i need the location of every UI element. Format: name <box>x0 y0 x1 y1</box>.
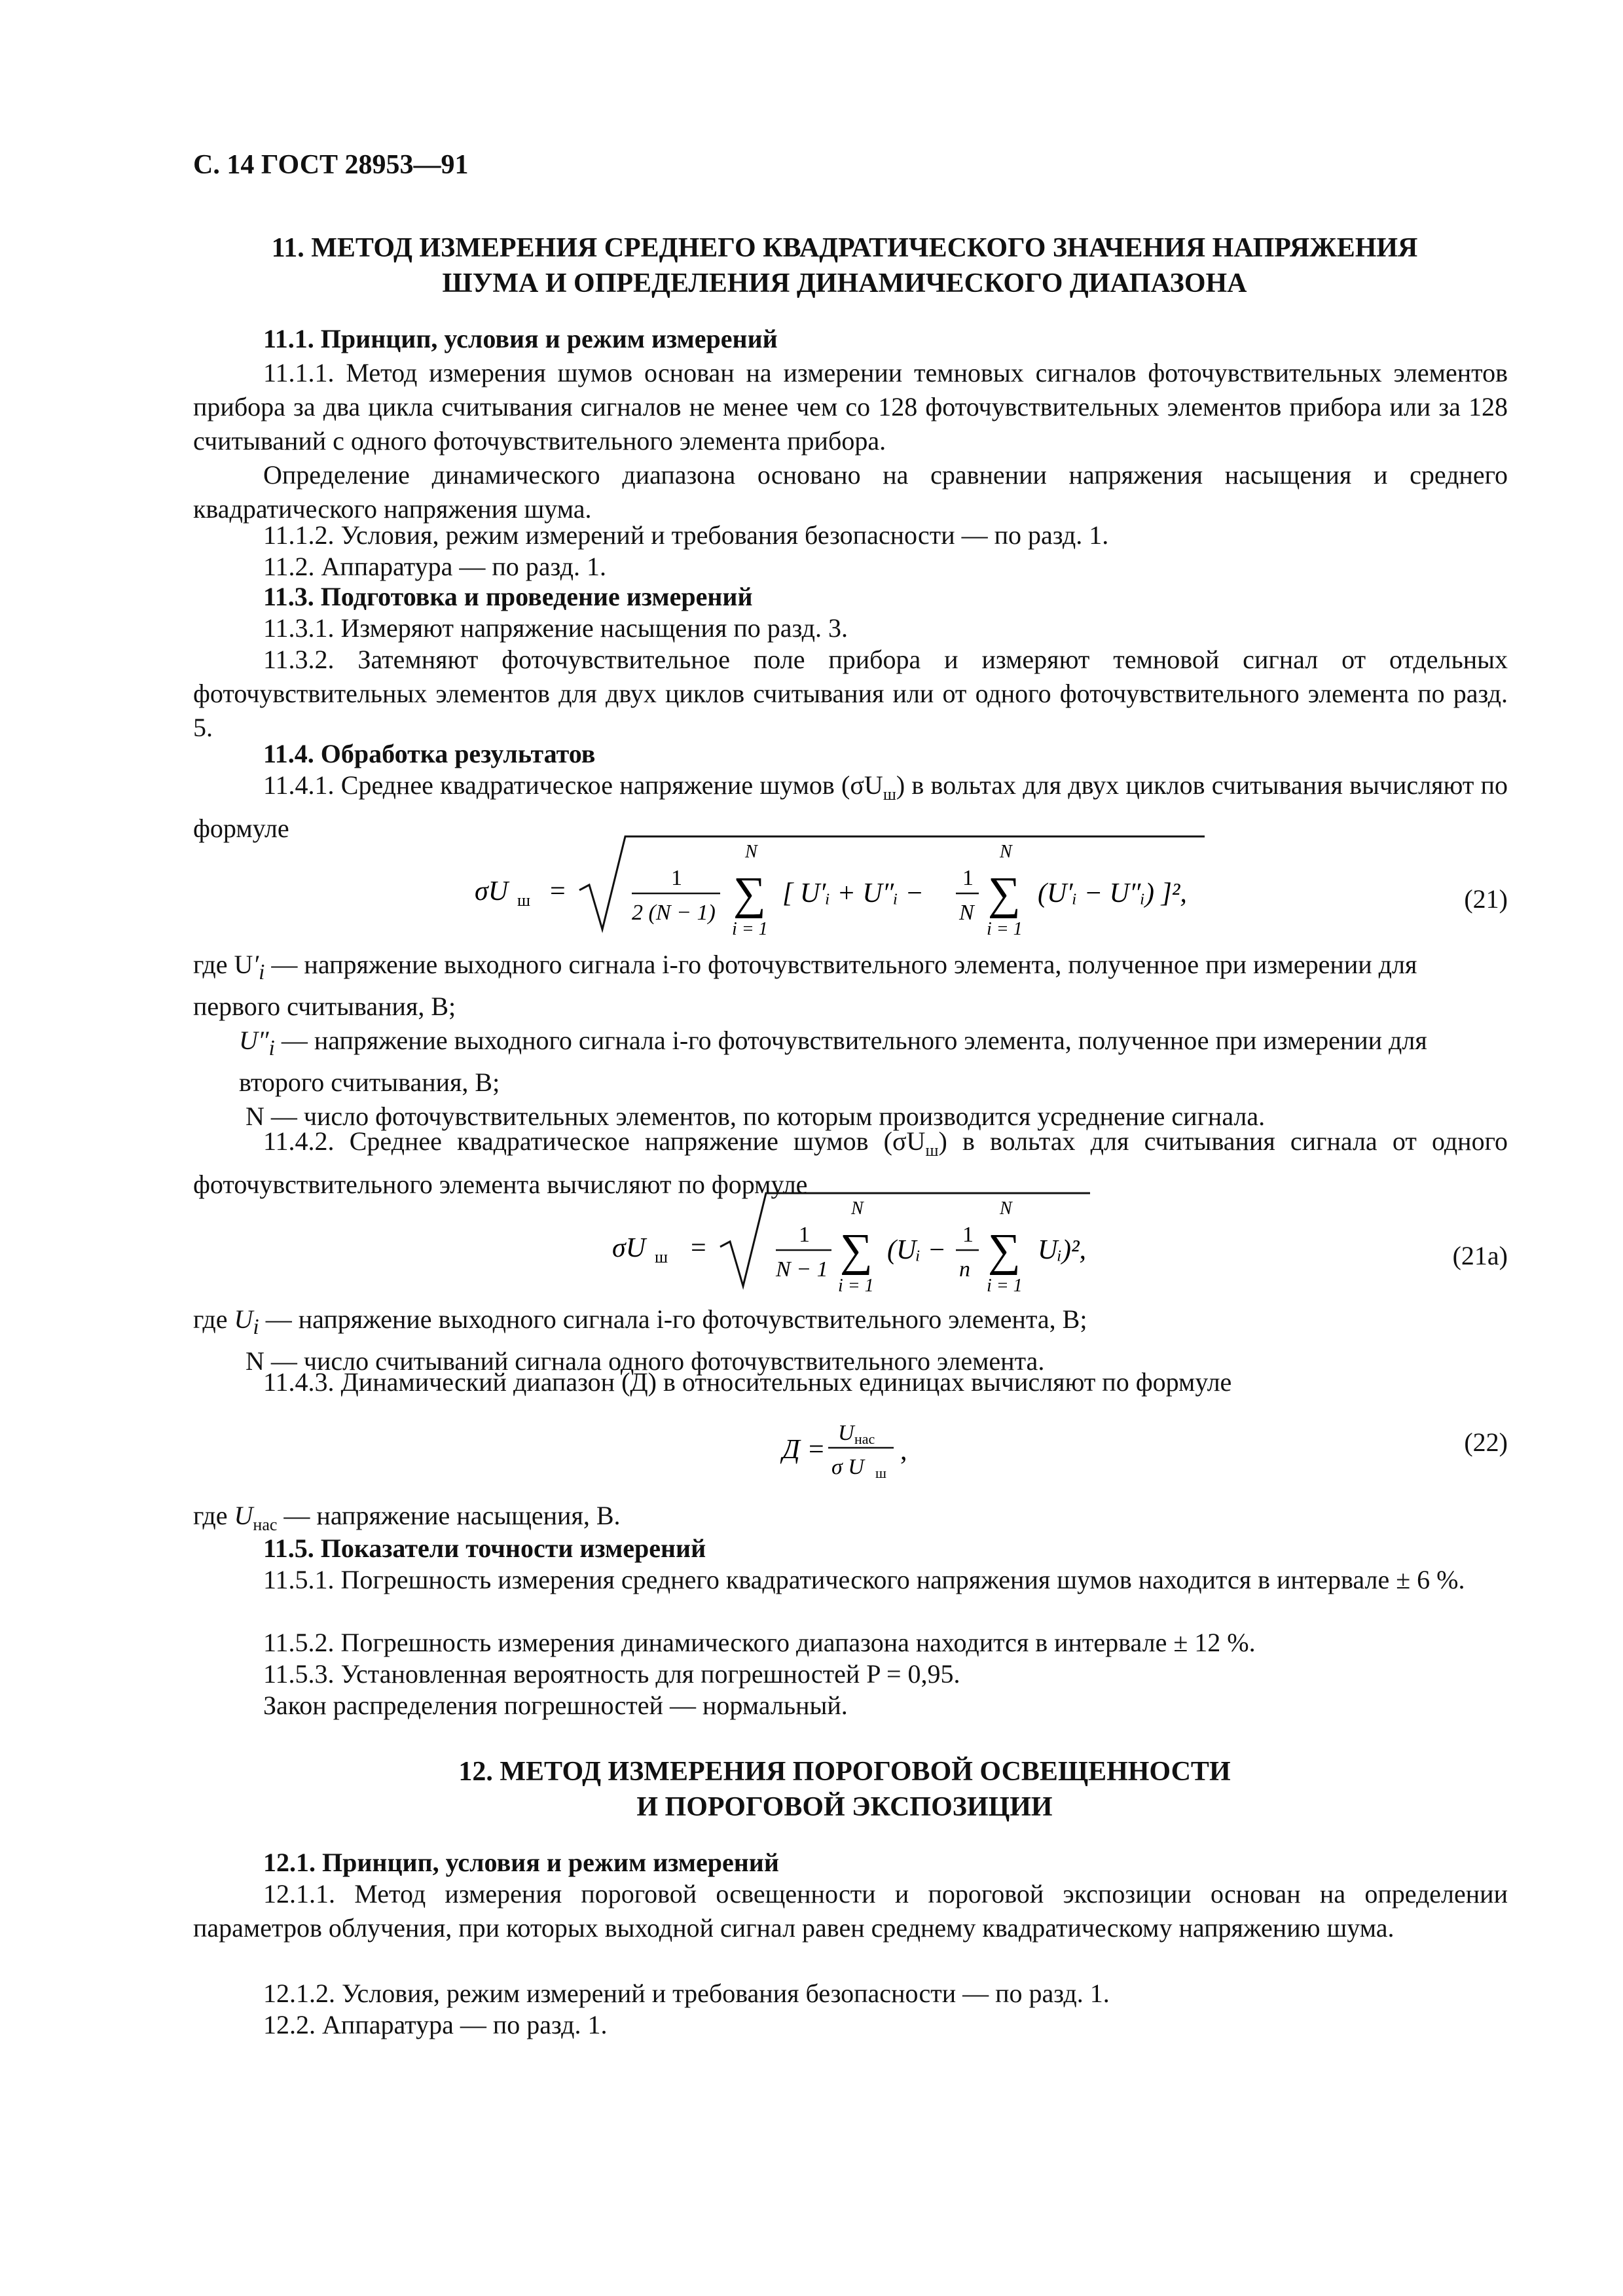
f21a-one2: 1 <box>962 1223 974 1247</box>
para-11-5-2: 11.5.2. Погрешность измерения динамического диапазона находится в интервале ± 12 %. <box>263 1628 1256 1657</box>
f21a-den: N − 1 <box>776 1257 828 1282</box>
f21-body: [ U′ᵢ + U″ᵢ − <box>782 878 924 908</box>
f21a-n-top2: N <box>1000 1198 1012 1219</box>
f21-one2: 1 <box>962 866 974 890</box>
def-21-1: где $U'_i$ — напряжение выходного сигнала i-го фоточувствительного элемента, полученное при измерении для первого считывания, В; <box>193 950 1417 1021</box>
f21a-body2: Uᵢ)², <box>1038 1235 1087 1265</box>
section-12-title-line2: И ПОРОГОВОЙ ЭКСПОЗИЦИИ <box>636 1792 1053 1822</box>
f21-sum2: ∑ <box>988 869 1021 919</box>
section-11-title <box>170 230 1519 301</box>
para-11-1-2: 11.1.2. Условия, режим измерений и требования безопасности — по разд. 1. <box>263 520 1109 550</box>
para-11-3-1: 11.3.1. Измеряют напряжение насыщения по разд. 3. <box>263 613 848 643</box>
section-12-title-line1: 12. МЕТОД ИЗМЕРЕНИЯ ПОРОГОВОЙ ОСВЕЩЕННОСТИ <box>458 1757 1231 1787</box>
para-12-1-1: 12.1.1. Метод измерения пороговой освещенности и пороговой экспозиции основан на определении параметров облучения, при которых выходной сигнал равен среднему квадратическому напряжению шума. <box>193 1879 1508 1943</box>
page-header: С. 14 ГОСТ 28953—91 <box>193 150 469 180</box>
para-law: Закон распределения погрешностей — нормальный. <box>263 1691 848 1720</box>
f21-sub: ш <box>517 891 531 910</box>
f21a-i2: i = 1 <box>987 1276 1023 1296</box>
def-21a-1: где $U_i$ — напряжение выходного сигнала i-го фоточувствительного элемента, В; <box>193 1304 1087 1339</box>
f21-i2: i = 1 <box>987 919 1023 939</box>
f21a-body: (Uᵢ − <box>887 1235 946 1265</box>
f22-d: Д <box>782 1435 800 1465</box>
f21-sum1: ∑ <box>733 869 766 919</box>
f22-u: U <box>838 1421 854 1445</box>
f21-body2: (U′ᵢ − U″ᵢ) ]², <box>1038 878 1187 908</box>
f21-i1: i = 1 <box>732 919 768 939</box>
para-11-3-2: 11.3.2. Затемняют фоточувствительное поле прибора и измеряют темновой сигнал от отдельных фоточувствительных элементов для двух циклов считывания или от одного фоточувствительного элемента по разд. 5. <box>193 645 1508 742</box>
f21a-eq: = <box>691 1233 706 1263</box>
f21-n2: N <box>959 901 974 925</box>
def-21a-2: N — число считываний сигнала одного фоточувствительного элемента. <box>246 1346 1045 1376</box>
eq-number-21: (21) <box>1464 884 1508 914</box>
para-11-4-2: 11.4.2. Среднее квадратическое напряжение шумов $(\sigma U_ш)$ в вольтах для считывания сигнала от одного фоточувствительного элемента вычисляют по формуле <box>193 1126 1508 1199</box>
para-11-1-1: 11.1.1. Метод измерения шумов основан на измерении темновых сигналов фоточувствительных элементов прибора за два цикла считывания сигналов не менее чем со 128 фоточувствительных элементов прибора или за 128 считываний с одного фоточувствительного элемента прибора. <box>193 358 1508 456</box>
eq-number-22: (22) <box>1464 1427 1508 1457</box>
f22-sh: ш <box>875 1465 886 1481</box>
f22-comma: , <box>900 1436 907 1466</box>
para-11-5-1: 11.5.1. Погрешность измерения среднего квадратического напряжения шумов находится в интервале ± 6 %. <box>263 1565 1465 1594</box>
f21-sigma-u: σU <box>475 876 509 906</box>
para-11-4-1: 11.4.1. Среднее квадратическое напряжение шумов $(\sigma U_ш)$ в вольтах для двух циклов считывания вычисляют по формуле <box>193 770 1508 843</box>
para-11-4-3: 11.4.3. Динамический диапазон (Д) в относительных единицах вычисляют по формуле <box>263 1367 1232 1397</box>
formula-22 <box>193 1407 1508 1492</box>
para-11-2: 11.2. Аппаратура — по разд. 1. <box>263 552 606 581</box>
heading-11-5: 11.5. Показатели точности измерений <box>263 1534 706 1563</box>
def-22: где $U_{нас}$ — напряжение насыщения, В. <box>193 1501 621 1534</box>
section-11-title-line1: 11. МЕТОД ИЗМЕРЕНИЯ СРЕДНЕГО КВАДРАТИЧЕСКОГО ЗНАЧЕНИЯ НАПРЯЖЕНИЯ <box>271 233 1418 263</box>
f22-nas: нас <box>854 1431 875 1447</box>
heading-12-1: 12.1. Принцип, условия и режим измерений <box>263 1848 779 1877</box>
f21a-sum1: ∑ <box>840 1225 873 1276</box>
f21a-one: 1 <box>799 1223 810 1247</box>
para-12-2: 12.2. Аппаратура — по разд. 1. <box>263 2010 608 2039</box>
para-dynamic-range: Определение динамического диапазона основано на сравнении напряжения насыщения и среднего квадратического напряжения шума. <box>193 460 1508 524</box>
formula-21a-svg <box>193 1188 1508 1299</box>
formula-21-svg <box>193 831 1508 942</box>
heading-11-4: 11.4. Обработка результатов <box>263 739 596 768</box>
heading-11-1: 11.1. Принцип, условия и режим измерений <box>263 324 778 353</box>
para-11-5-3: 11.5.3. Установленная вероятность для погрешностей P = 0,95. <box>263 1659 960 1689</box>
f21a-i1: i = 1 <box>838 1276 874 1296</box>
f22-eq: = <box>809 1435 824 1465</box>
f21a-n-top: N <box>851 1198 864 1219</box>
heading-11-3: 11.3. Подготовка и проведение измерений <box>263 582 753 611</box>
eq-number-21a: (21а) <box>1452 1241 1508 1270</box>
f21-den: 2 (N − 1) <box>632 901 716 925</box>
f21-n-top2: N <box>1000 842 1012 862</box>
def-21-3: N — число фоточувствительных элементов, по которым производится усреднение сигнала. <box>246 1102 1266 1131</box>
formula-22-svg <box>193 1407 1508 1492</box>
def-21-2: $U''_i$ — напряжение выходного сигнала i-го фоточувствительного элемента, полученное при измерении для второго считывания, В; <box>239 1026 1427 1097</box>
formula-21 <box>193 831 1508 942</box>
f22-sigma: σ U <box>831 1455 864 1479</box>
section-12-title <box>170 1754 1519 1825</box>
f21a-sub: ш <box>655 1247 668 1266</box>
section-11-title-line2: ШУМА И ОПРЕДЕЛЕНИЯ ДИНАМИЧЕСКОГО ДИАПАЗОНА <box>442 268 1247 298</box>
f21a-sigma-u: σU <box>612 1233 646 1263</box>
para-12-1-2: 12.1.2. Условия, режим измерений и требования безопасности — по разд. 1. <box>263 1979 1110 2008</box>
f21a-sum2: ∑ <box>988 1225 1021 1276</box>
formula-21a <box>193 1188 1508 1299</box>
f21-eq: = <box>550 876 566 906</box>
f21-n-top: N <box>745 842 757 862</box>
defs-21 <box>193 948 1508 1134</box>
f21-one: 1 <box>671 866 682 890</box>
f21a-n2: n <box>959 1257 970 1282</box>
